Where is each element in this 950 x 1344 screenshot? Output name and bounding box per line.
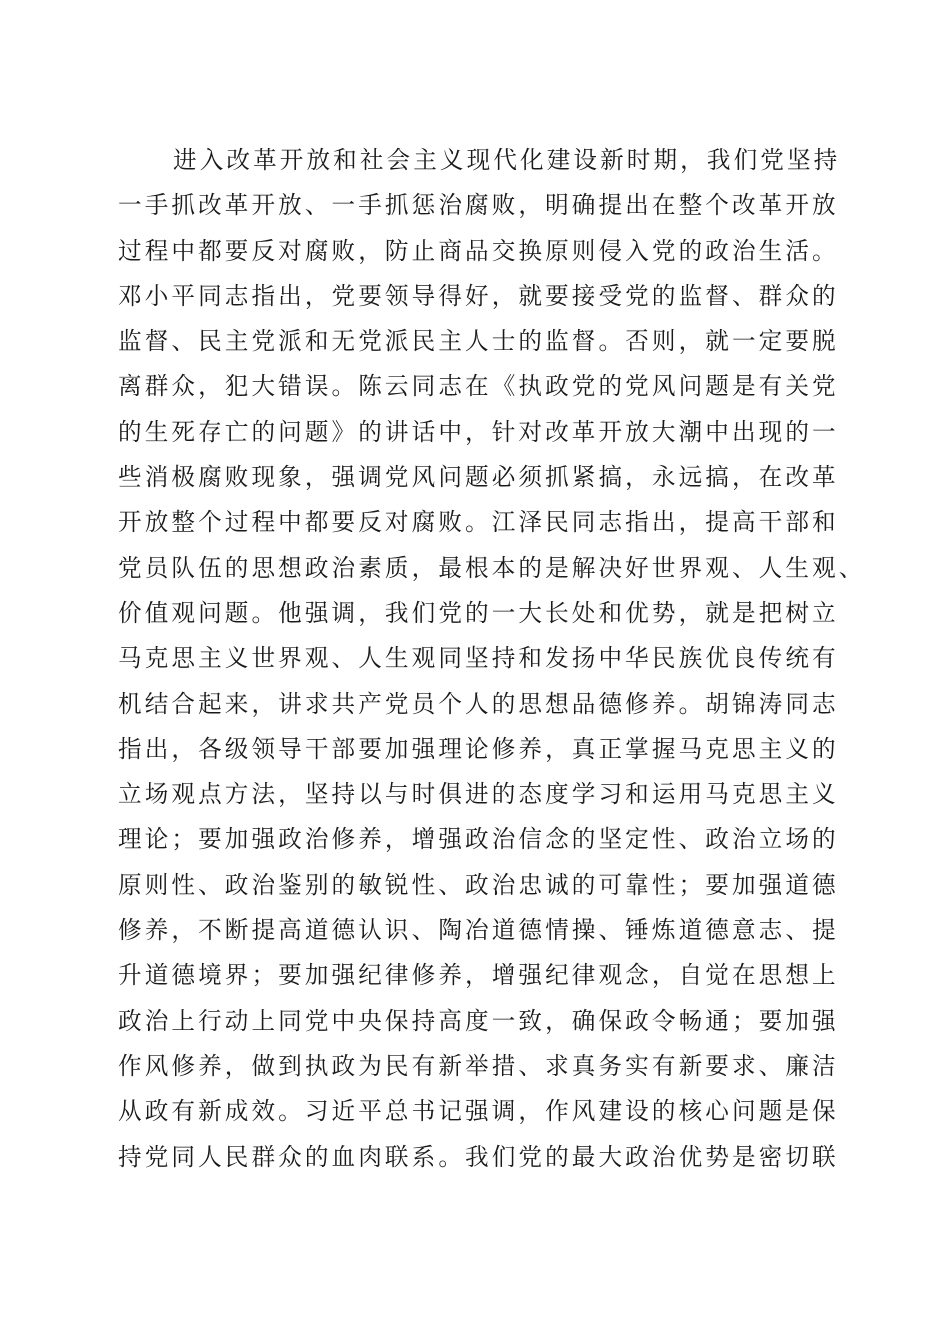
text-line: 机结合起来，讲求共产党员个人的思想品德修养。胡锦涛同志 (118, 689, 839, 718)
text-line: 党员队伍的思想政治素质，最根本的是解决好世界观、人生观、 (118, 553, 866, 582)
text-line: 过程中都要反对腐败，防止商品交换原则侵入党的政治生活。 (118, 236, 839, 265)
text-line: 一手抓改革开放、一手抓惩治腐败，明确提出在整个改革开放 (118, 191, 839, 220)
text-line: 邓小平同志指出，党要领导得好，就要接受党的监督、群众的 (118, 281, 839, 310)
text-line: 监督、民主党派和无党派民主人士的监督。否则，就一定要脱 (118, 327, 839, 356)
text-line: 开放整个过程中都要反对腐败。江泽民同志指出，提高干部和 (118, 508, 839, 537)
text-line: 离群众，犯大错误。陈云同志在《执政党的党风问题是有关党 (118, 372, 839, 401)
text-line: 些消极腐败现象，强调党风问题必须抓紧搞，永远搞，在改革 (118, 463, 839, 492)
body-paragraph (118, 138, 866, 1180)
text-line: 价值观问题。他强调，我们党的一大长处和优势，就是把树立 (118, 598, 839, 627)
text-line: 理论；要加强政治修养，增强政治信念的坚定性、政治立场的 (118, 825, 839, 854)
text-line: 的生死存亡的问题》的讲话中，针对改革开放大潮中出现的一 (118, 417, 839, 446)
text-line: 政治上行动上同党中央保持高度一致，确保政令畅通；要加强 (118, 1006, 839, 1035)
text-line: 指出，各级领导干部要加强理论修养，真正掌握马克思主义的 (118, 734, 839, 763)
text-line: 立场观点方法，坚持以与时俱进的态度学习和运用马克思主义 (118, 780, 839, 809)
text-line: 作风修养，做到执政为民有新举措、求真务实有新要求、廉洁 (118, 1051, 839, 1080)
text-line: 持党同人民群众的血肉联系。我们党的最大政治优势是密切联 (118, 1142, 839, 1171)
text-line: 进入改革开放和社会主义现代化建设新时期，我们党坚持 (173, 146, 841, 174)
text-line: 原则性、政治鉴别的敏锐性、政治忠诚的可靠性；要加强道德 (118, 870, 839, 899)
text-line: 从政有新成效。习近平总书记强调，作风建设的核心问题是保 (118, 1097, 839, 1126)
text-line: 升道德境界；要加强纪律修养，增强纪律观念，自觉在思想上 (118, 961, 839, 990)
text-line: 马克思主义世界观、人生观同坚持和发扬中华民族优良传统有 (118, 644, 839, 673)
text-line: 修养，不断提高道德认识、陶冶道德情操、锤炼道德意志、提 (118, 916, 839, 945)
